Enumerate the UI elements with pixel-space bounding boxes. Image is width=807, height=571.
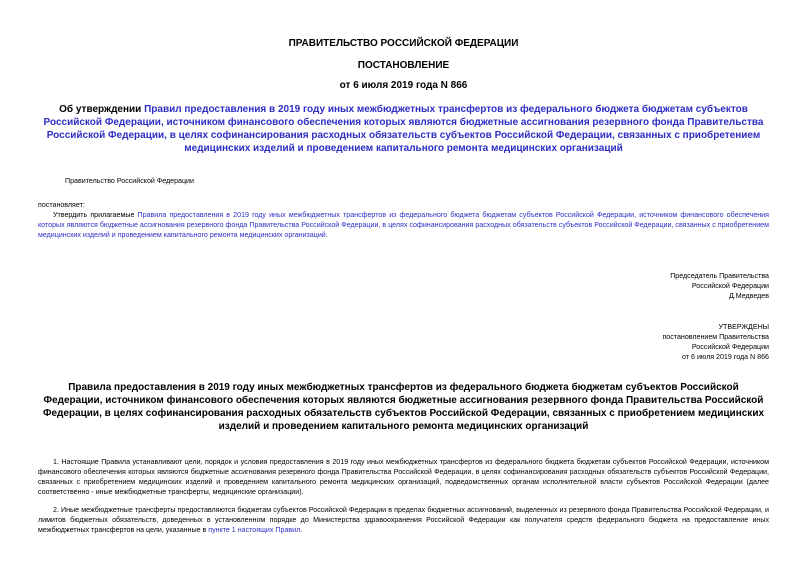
p2-text: 2. Иные межбюджетные трансферты предоставляются бюджетам субъектов Российской Федерации в пределах бюджетных ассигнований, выделенных из резервного фонда Правительства Российской Федерации, и лимитов бюджетных обязательств, доведенных в установленном порядке до Министерства здравоохранения Российской Федерации как получателя средств федерального бюджета на предоставление иных межбюджетных трансфертов на цели, указанные в: [38, 506, 769, 534]
signature-organization: Российской Федерации: [691, 282, 769, 290]
approved-date: от 6 июля 2019 года N 866: [682, 353, 769, 361]
title-rules-link[interactable]: Правил предоставления в 2019 году иных межбюджетных трансфертов из федерального бюджета бюджетам субъектов Российской Федерации, источником финансового обеспечения которых являются бюджетные ассигнования резервного фонда Правительства Российской Федерации, в целях софинансирования расходных обязательств субъектов Российской Федерации, связанных с приобретением медицинских изделий и проведением капитального ремонта медицинских организаций: [43, 104, 764, 154]
approved-label: УТВЕРЖДЕНЫ: [718, 323, 769, 331]
approve-prefix: Утвердить прилагаемые: [53, 211, 138, 219]
approve-rules-link[interactable]: Правила предоставления в 2019 году иных межбюджетных трансфертов из федерального бюджета бюджетам субъектов Российской Федерации, источником финансового обеспечения которых являются бюджетные ассигнования резервного фонда Правительства Российской Федерации, в целях софинансирования расходных обязательств субъектов Российской Федерации, связанных с приобретением медицинских изделий и проведением капитального ремонта медицинских организаций: [38, 211, 769, 239]
p2-item-link[interactable]: пункте 1 настоящих Правил: [208, 526, 301, 534]
approve-suffix: .: [325, 231, 328, 239]
rules-paragraph-1: 1. Настоящие Правила устанавливают цели, порядок и условия предоставления в 2019 году иных межбюджетных трансфертов из федерального бюджета бюджетам субъектов Российской Федерации, источником финансового обеспечения которых являются бюджетные ассигнования резервного фонда Правительства Российской Федерации, в целях софинансирования расходных обязательств субъектов Российской Федерации, связанных с приобретением медицинских изделий и проведением капитального ремонта медицинских организаций, подведомственных органам исполнительной власти субъектов Российской Федерации (далее соответственно - иные межбюджетные трансферты, медицинские организации).: [38, 458, 769, 496]
signature-block: [670, 271, 769, 301]
signature-name: Д.Медведев: [728, 292, 769, 300]
decrees-text: постановляет:: [38, 201, 85, 209]
approved-by: постановлением Правительства: [662, 333, 769, 341]
signature-position: Председатель Правительства: [670, 272, 769, 280]
doc-type-heading: ПОСТАНОВЛЕНИЕ: [357, 60, 450, 71]
approve-paragraph: [38, 210, 769, 240]
doc-date-number: от 6 июля 2019 года N 866: [339, 80, 468, 91]
rules-title: Правила предоставления в 2019 году иных межбюджетных трансфертов из федерального бюджета бюджетам субъектов Российской Федерации, источником финансового обеспечения которых являются бюджетные ассигнования резервного фонда Правительства Российской Федерации, в целях софинансирования расходных обязательств субъектов Российской Федерации, связанных с приобретением медицинских изделий и проведением капитального ремонта медицинских организаций: [42, 382, 765, 432]
p2-suffix: .: [300, 526, 303, 534]
approved-organization: Российской Федерации: [691, 343, 769, 351]
rules-paragraph-2: [38, 505, 769, 535]
issuer-text: Правительство Российской Федерации: [65, 177, 194, 185]
government-heading: ПРАВИТЕЛЬСТВО РОССИЙСКОЙ ФЕДЕРАЦИИ: [288, 38, 519, 49]
approved-block: [662, 322, 769, 362]
title-prefix: Об утверждении: [59, 104, 145, 115]
document-title: [38, 103, 769, 155]
